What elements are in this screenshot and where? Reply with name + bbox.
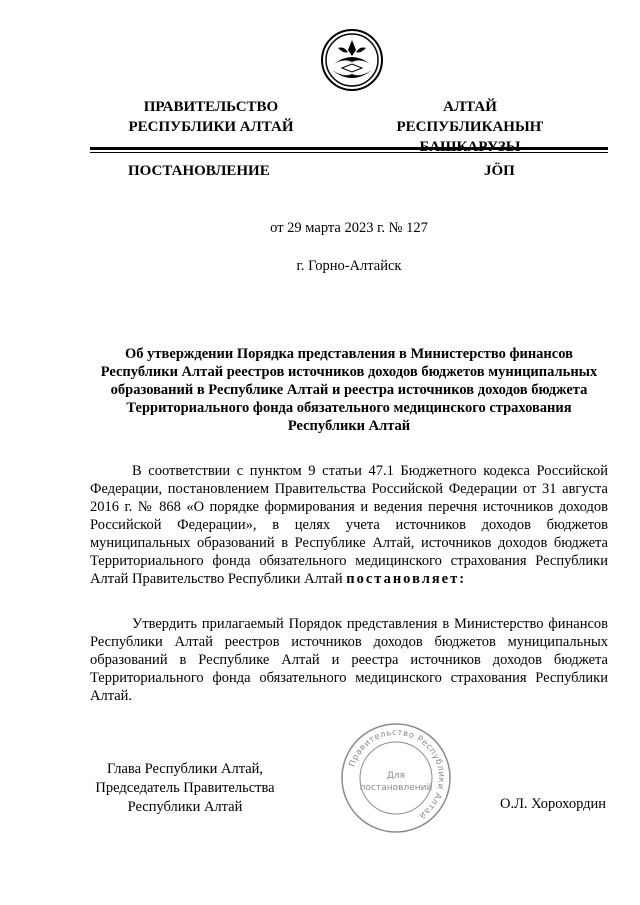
decree-date-number: от 29 марта 2023 г. № 127 [270, 220, 428, 236]
signatory-line1: Глава Республики Алтай, [106, 761, 264, 777]
paragraph-preamble [90, 462, 608, 588]
header-left-line1: ПРАВИТЕЛЬСТВО [143, 99, 279, 115]
stamp-center-line1: Для [386, 771, 406, 781]
stamp-ring-text: Правительство Республики Алтай [347, 727, 447, 821]
signatory-name: О.Л. Хорохордин [500, 796, 607, 812]
header-left-line2: РЕСПУБЛИКИ АЛТАЙ [128, 119, 294, 135]
paragraph-resolution [90, 615, 608, 705]
signatory-title [90, 760, 280, 817]
header-divider-thick [90, 147, 608, 150]
preamble-text: В соответствии с пунктом 9 статьи 47.1 Бюджетного кодекса Российской Федерации, постановлением Правительства Российской Федерации от 31 августа 2016 г. № 868 «О порядке формирования и ведения перечня источников доходов Российской Федерации», в целях учета источников доходов бюджетов муниципальных образований в Республике Алтай, источников доходов бюджета Территориального фонда обязательного медицинского страхования Республики Алтай Правительство Республики Алтай [90, 463, 608, 587]
decree-city: г. Горно-Алтайск [296, 258, 402, 274]
stamp-center-line2: постановлений [359, 783, 433, 793]
header-right-line1: АЛТАЙ РЕСПУБЛИКАНЫҤ [396, 99, 544, 135]
decree-type-ru: ПОСТАНОВЛЕНИЕ [128, 163, 270, 179]
signatory-line3: Республики Алтай [127, 799, 243, 815]
preamble-emphasis: постановляет: [346, 571, 467, 587]
decree-type-alt: JÖП [484, 163, 515, 179]
document-title: Об утверждении Порядка представления в Министерство финансов Республики Алтай реестров источников доходов бюджетов муниципальных образований в Республике Алтай и реестра источников доходов бюджета Территориального фонда обязательного медицинского страхования Республики Алтай [100, 346, 598, 434]
resolution-text: Утвердить прилагаемый Порядок представления в Министерство финансов Республики Алтай реестров источников доходов бюджетов муниципальных образований в Республике Алтай и реестра источников доходов бюджета Территориального фонда обязательного медицинского страхования Республики Алтай. [90, 616, 608, 704]
official-stamp [340, 722, 452, 834]
header-divider-thin [90, 152, 608, 153]
republic-altai-emblem-icon [320, 28, 384, 92]
signatory-line2: Председатель Правительства [95, 780, 275, 796]
header-left-org [96, 97, 326, 137]
